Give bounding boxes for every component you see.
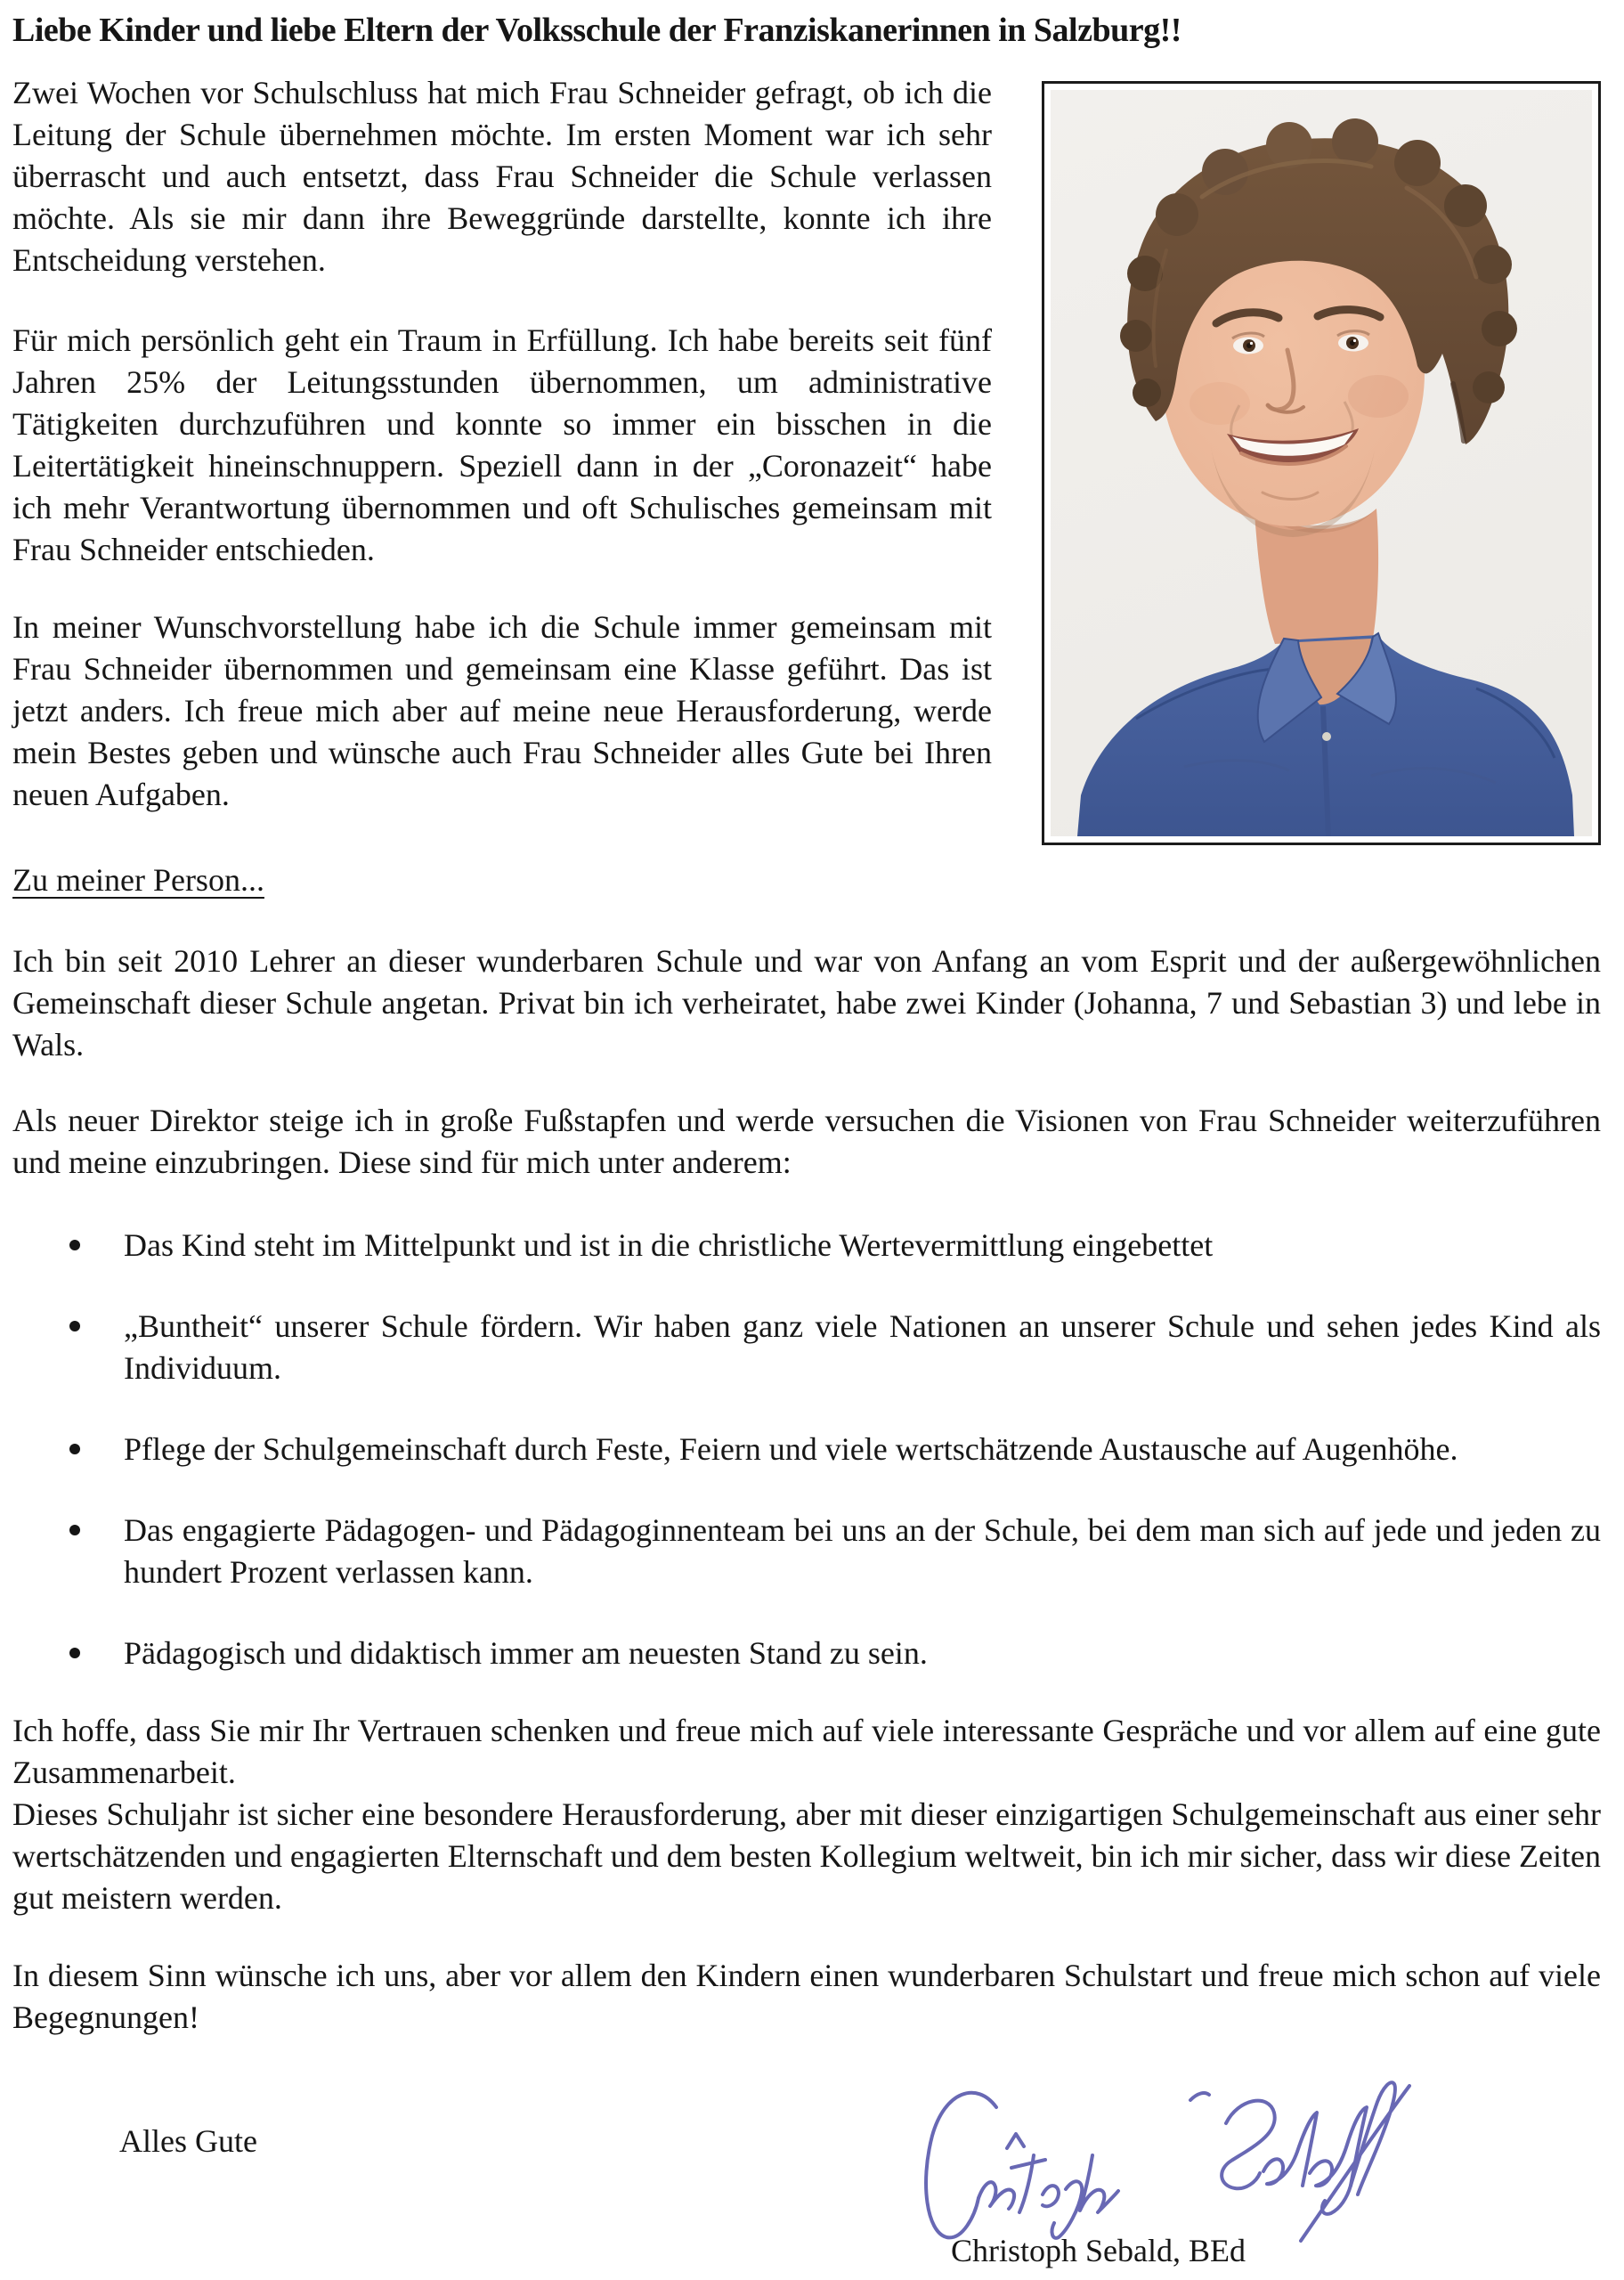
closing-paragraph-line-1: Ich hoffe, dass Sie mir Ihr Vertrauen schenken und freue mich auf viele interessante Gespräche und vor allem auf eine gute Zusammenarbeit. (12, 1713, 1601, 1791)
section-heading: Zu meiner Person... (12, 862, 264, 899)
list-item-2 (12, 1306, 1601, 1389)
list-item-text: Pflege der Schulgemeinschaft durch Feste, Feiern und viele wertschätzende Austausche auf Augenhöhe. (124, 1431, 1458, 1468)
about-paragraph-1: Ich bin seit 2010 Lehrer an dieser wunderbaren Schule und war von Anfang an vom Esprit und der außergewöhnlichen Gemeinschaft dieser Schule angetan. Privat bin ich verheiratet, habe zwei Kinder (Johanna, 7 und Sebastian 3) und lebe in Wals. (12, 943, 1601, 1063)
paragraph-3: In meiner Wunschvorstellung habe ich die Schule immer gemeinsam mit Frau Schneider übernommen und gemeinsam eine Klasse geführt. Das ist jetzt anders. Ich freue mich aber auf meine neue Herausforderung, werde mein Bestes geben und wünsche auch Frau Schneider alles Gute bei Ihren neuen Aufgaben. (12, 609, 992, 813)
letter-title: Liebe Kinder und liebe Eltern der Volksschule der Franziskanerinnen in Salzburg!! (12, 12, 1181, 49)
list-item-text: Das Kind steht im Mittelpunkt und ist in die christliche Wertevermittlung eingebettet (124, 1227, 1214, 1264)
intro-section (12, 72, 1601, 845)
paragraph-1: Zwei Wochen vor Schulschluss hat mich Frau Schneider gefragt, ob ich die Leitung der Schule übernehmen möchte. Im ersten Moment war ich sehr überrascht und auch entsetzt, dass Frau Schneider die Schule verlassen möchte. Als sie mir dann ihre Beweggründe darstellte, konnte ich ihre Entscheidung verstehen. (12, 75, 992, 279)
paragraph-2: Für mich persönlich geht ein Traum in Erfüllung. Ich habe bereits seit fünf Jahren 25% der Leitungsstunden übernommen, um administrative Tätigkeiten durchzuführen und konnte so immer ein bisschen in die Leitertätigkeit hineinschnuppern. Speziell dann in der „Coronazeit“ habe ich mehr Verantwortung übernommen und oft Schulisches gemeinsam mit Frau Schneider entschieden. (12, 322, 992, 568)
closing-paragraph-line-2: Dieses Schuljahr ist sicher eine besondere Herausforderung, aber mit dieser einzigartigen Schulgemeinschaft aus einer sehr wertschätzenden und engagierten Elternschaft und dem besten Kollegium weltweit, bin ich mir sicher, dass wir diese Zeiten gut meistern werden. (12, 1796, 1601, 1917)
list-item-text: Pädagogisch und didaktisch immer am neuesten Stand zu sein. (124, 1635, 928, 1672)
portrait-photo (1042, 81, 1601, 845)
list-item-3 (12, 1429, 1601, 1470)
closing-paragraph (12, 1710, 1601, 1919)
final-paragraph: In diesem Sinn wünsche ich uns, aber vor allem den Kindern einen wunderbaren Schulstart und freue mich schon auf viele Begegnungen! (12, 1958, 1601, 2036)
bullet-marker (69, 1444, 80, 1454)
list-item-5 (12, 1633, 1601, 1674)
bullet-marker (69, 1525, 80, 1535)
signature-name: Christoph Sebald, BEd (951, 2233, 1246, 2268)
signature-strokes (926, 2082, 1409, 2241)
signature-illustration (877, 2068, 1422, 2243)
list-item-4 (12, 1510, 1601, 1593)
list-item-text: „Buntheit“ unserer Schule fördern. Wir haben ganz viele Nationen an unserer Schule und sehen jedes Kind als Individuum. (124, 1308, 1601, 1387)
intro-paragraphs (12, 72, 992, 845)
signature-handwriting (877, 2068, 1422, 2243)
farewell-text: Alles Gute (119, 2123, 257, 2160)
bullet-marker (69, 1321, 80, 1331)
list-item-text: Das engagierte Pädagogen- und Pädagoginnenteam bei uns an der Schule, bei dem man sich auf jede und jeden zu hundert Prozent verlassen kann. (124, 1512, 1601, 1591)
about-paragraph-2: Als neuer Direktor steige ich in große Fußstapfen und werde versuchen die Visionen von Frau Schneider weiterzuführen und meine einzubringen. Diese sind für mich unter anderem: (12, 1103, 1601, 1181)
bullet-marker (69, 1240, 80, 1250)
vision-list (12, 1225, 1601, 1674)
portrait-illustration (1051, 90, 1592, 836)
bullet-marker (69, 1648, 80, 1658)
list-item-1 (12, 1225, 1601, 1266)
